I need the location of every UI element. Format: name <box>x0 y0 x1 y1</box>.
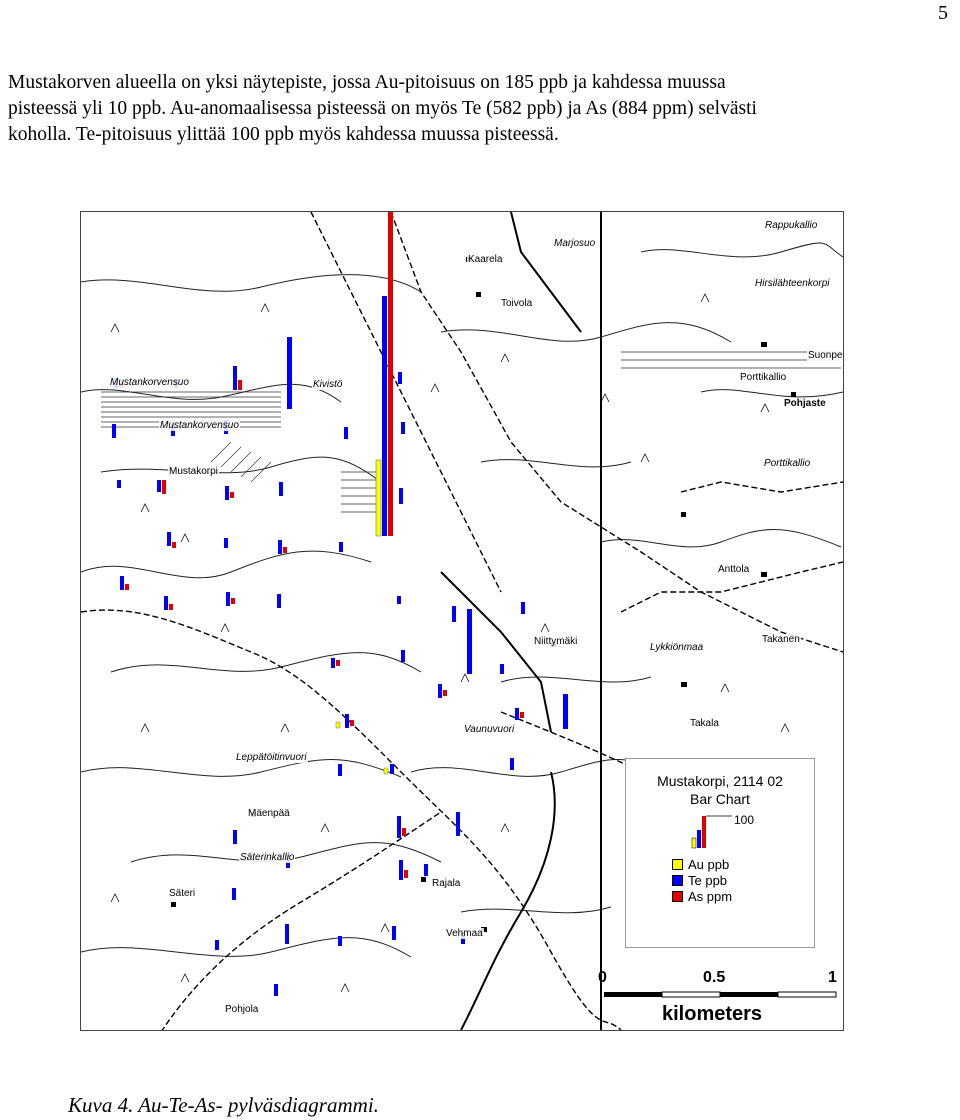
intro-line-3: koholla. Te-pitoisuus ylittää 100 ppb myös kahdessa muussa pisteessä. <box>8 124 559 145</box>
legend-swatch-te <box>672 875 683 886</box>
place-name: Pohjola <box>225 1004 259 1015</box>
map-legend <box>625 758 815 948</box>
place-name: Toivola <box>501 298 533 309</box>
place-name: Porttikallio <box>764 458 811 469</box>
scalebar-units: kilometers <box>662 1003 763 1025</box>
place-name: Vaunuvuori <box>464 724 515 735</box>
te-bar <box>467 609 472 674</box>
intro-line-2: pisteessä yli 10 ppb. Au-anomaalisessa pisteessä on myös Te (582 ppb) ja As (884 ppm) selvästi <box>8 98 757 119</box>
place-name: Suonpe <box>808 350 843 361</box>
place-name: Rajala <box>432 878 461 889</box>
intro-paragraph <box>8 70 953 148</box>
place-name: Kivistö <box>313 379 343 390</box>
page-number: 5 <box>938 2 948 24</box>
place-name: Takala <box>690 718 719 729</box>
scalebar-tick: 1 <box>828 969 837 986</box>
place-name: Lykkiönmaa <box>650 642 704 653</box>
legend-item-as <box>688 889 732 904</box>
place-name: Rappukallio <box>765 220 818 231</box>
scalebar-tick: 0.5 <box>703 969 726 986</box>
as-bar <box>388 212 393 536</box>
legend-scale-label: 100 <box>734 813 755 827</box>
figure-caption: Kuva 4. Au-Te-As- pylväsdiagrammi. <box>68 1093 379 1117</box>
legend-scale-bars <box>686 814 736 850</box>
scalebar-tick: 0 <box>598 969 607 986</box>
legend-label: As ppm <box>688 889 733 904</box>
place-name: Mustankorvensuo <box>160 420 239 431</box>
place-name: Mustakorpi <box>169 466 218 477</box>
place-name: Marjosuo <box>554 238 596 249</box>
te-bar <box>563 694 568 729</box>
legend-item-au <box>688 857 729 872</box>
scalebar-graphic <box>600 988 840 1000</box>
legend-swatch-au <box>672 859 683 870</box>
legend-item-te <box>688 873 727 888</box>
place-name: Hirsilähteenkorpi <box>755 278 830 289</box>
place-name: Takanen <box>762 634 800 645</box>
place-name: Niittymäki <box>534 636 578 647</box>
legend-label: Te ppb <box>688 873 728 888</box>
au-bar <box>376 460 381 536</box>
place-name: Leppätöitinvuori <box>236 752 307 763</box>
legend-subtitle: Bar Chart <box>690 791 750 807</box>
legend-label: Au ppb <box>688 857 730 872</box>
place-name: Säteri <box>169 888 196 899</box>
place-name: Pohjaste <box>784 398 826 409</box>
legend-swatch-as <box>672 891 683 902</box>
intro-line-1: Mustakorven alueella on yksi näytepiste, jossa Au-pitoisuus on 185 ppb ja kahdessa muussa <box>8 72 726 93</box>
legend-title: Mustakorpi, 2114 02 <box>657 773 783 789</box>
place-name: Vehmaa <box>446 928 483 939</box>
place-name: Mäenpää <box>248 808 290 819</box>
place-name: Anttola <box>718 564 750 575</box>
te-bar <box>382 296 387 536</box>
place-name: Kaarela <box>468 254 503 265</box>
te-bar <box>287 337 292 409</box>
place-name: Porttikallio <box>740 372 787 383</box>
place-name: Mustankorvensuo <box>110 377 189 388</box>
place-name: Säterinkallio <box>240 852 295 863</box>
